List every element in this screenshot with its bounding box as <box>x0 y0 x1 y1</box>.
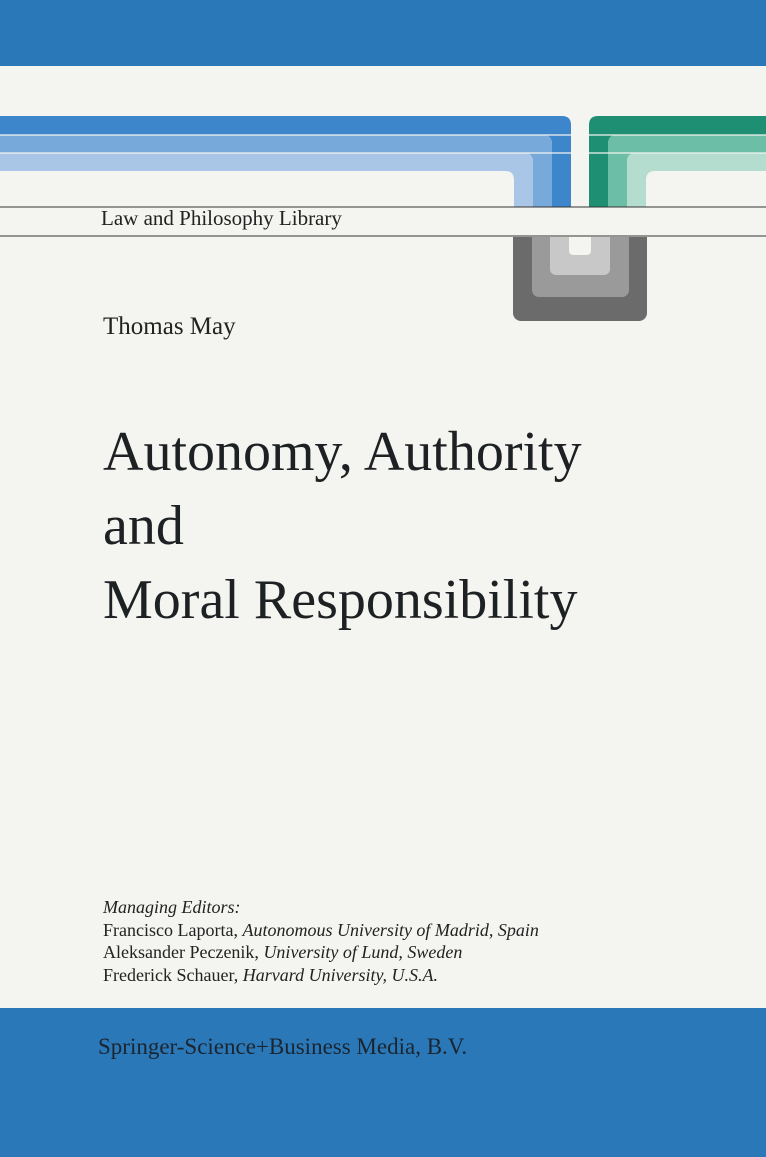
title-line: Autonomy, Authority <box>103 421 582 483</box>
editor-name: Francisco Laporta, <box>103 919 243 940</box>
book-title <box>103 415 743 637</box>
author-name: Thomas May <box>103 313 236 340</box>
editor-name: Aleksander Peczenik, <box>103 942 264 962</box>
managing-editors <box>103 896 539 986</box>
editor-affiliation: Harvard University, U.S.A. <box>242 964 439 985</box>
title-line: Moral Responsibility <box>103 569 578 631</box>
bottom-color-band <box>0 1008 766 1157</box>
title-line: and <box>103 495 184 557</box>
series-name: Law and Philosophy Library <box>101 206 342 230</box>
editor-name: Frederick Schauer, <box>103 964 243 985</box>
editor-entry <box>103 919 539 942</box>
managing-editors-heading: Managing Editors: <box>103 897 241 917</box>
editor-affiliation: University of Lund, Sweden <box>263 942 463 962</box>
editor-entry <box>103 941 539 964</box>
top-color-band <box>0 0 766 66</box>
editor-affiliation: Autonomous University of Madrid, Spain <box>242 919 539 940</box>
publisher-name: Springer-Science+Business Media, B.V. <box>98 1034 468 1059</box>
editor-entry <box>103 964 539 987</box>
